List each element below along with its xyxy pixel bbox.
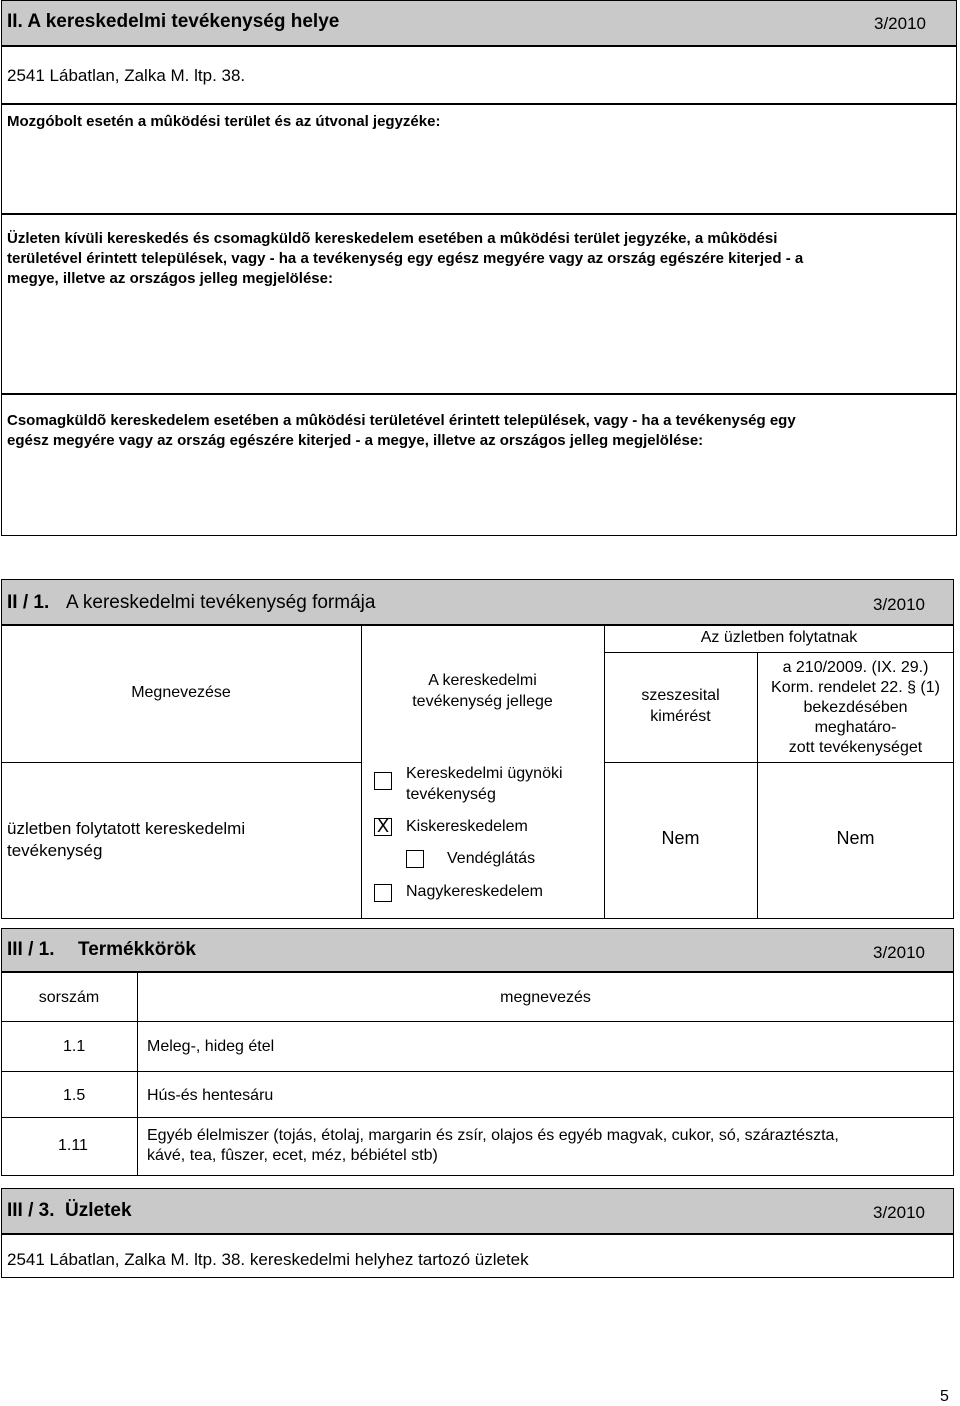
- mobile-route-label: Mozgóbolt esetén a mûködési terület és az útvonal jegyzéke:: [7, 113, 441, 130]
- col-divider: [361, 625, 362, 919]
- product-number: 1.5: [63, 1087, 86, 1104]
- row-divider: [604, 762, 954, 763]
- row-divider: [1, 762, 361, 763]
- section-header-stores: [1, 1188, 954, 1234]
- product-name-line1: Egyéb élelmiszer (tojás, étolaj, margarin és zsír, olajos és egyéb magvak, cukor, só, száraztészta,: [147, 1127, 839, 1144]
- option-retail: Kiskereskedelem: [406, 818, 528, 835]
- col-header-regulated-line5: zott tevékenységet: [788, 739, 923, 756]
- col-header-regulated-line1: a 210/2009. (IX. 29.): [782, 659, 929, 676]
- section-title-location: II. A kereskedelmi tevékenység helye: [7, 11, 340, 32]
- option-agent-line2: tevékenység: [406, 786, 496, 803]
- alcohol-value: Nem: [661, 828, 700, 848]
- checkbox-catering[interactable]: [406, 850, 424, 868]
- row-name-line1: üzletben folytatott kereskedelmi: [7, 819, 246, 838]
- col-header-store-group: Az üzletben folytatnak: [700, 629, 858, 646]
- product-number: 1.1: [63, 1038, 86, 1055]
- section-code-form: 3/2010: [873, 595, 925, 614]
- row-divider: [604, 652, 954, 653]
- option-wholesale: Nagykereskedelem: [406, 883, 543, 900]
- col-divider: [604, 625, 605, 919]
- section-code-stores: 3/2010: [873, 1203, 925, 1222]
- col-header-name: Megnevezése: [131, 684, 231, 701]
- row-divider: [1, 1021, 954, 1022]
- section-title-form: A kereskedelmi tevékenység formája: [66, 592, 376, 613]
- section-prefix-form: II / 1.: [7, 592, 50, 613]
- col-header-sequence: sorszám: [38, 989, 100, 1006]
- option-agent-line1: Kereskedelmi ügynöki: [406, 765, 563, 782]
- col-header-regulated-line3: bekezdésében: [803, 699, 908, 716]
- product-name: Hús-és hentesáru: [147, 1087, 274, 1104]
- section-code-products: 3/2010: [873, 943, 925, 962]
- checkbox-wholesale[interactable]: [374, 884, 392, 902]
- mail-order-label-line1: Csomagküldõ kereskedelem esetében a mûködési területével érintett települések, vagy - ha a tevékenység egy: [7, 412, 796, 429]
- checkbox-agent[interactable]: [374, 772, 392, 790]
- section-prefix-products: III / 1.: [7, 939, 55, 960]
- stores-text: 2541 Lábatlan, Zalka M. ltp. 38. kereskedelmi helyhez tartozó üzletek: [7, 1250, 529, 1269]
- row-divider: [1, 1071, 954, 1072]
- section-code-location: 3/2010: [874, 14, 926, 33]
- checkbox-retail[interactable]: X: [374, 818, 392, 836]
- col-header-nature-line2: tevékenység jellege: [412, 693, 553, 710]
- col-header-alcohol-line2: kimérést: [650, 708, 711, 725]
- col-header-alcohol-line1: szeszesital: [641, 687, 720, 704]
- col-header-product-name: megnevezés: [500, 989, 591, 1006]
- site-address: 2541 Lábatlan, Zalka M. ltp. 38.: [7, 66, 246, 85]
- page-number: 5: [940, 1388, 949, 1405]
- option-catering: Vendéglátás: [447, 850, 536, 867]
- product-number: 1.11: [58, 1137, 88, 1154]
- offsite-area-label-line2: területével érintett települések, vagy - ha a tevékenység egy egész megyére vagy az ország egészére kiterjed - a: [7, 250, 804, 267]
- offsite-area-label-line3: megye, illetve az országos jelleg megjelölése:: [7, 270, 333, 287]
- offsite-area-label-line1: Üzleten kívüli kereskedés és csomagküldõ kereskedelem esetében a mûködési terület jegyzéke, a mûködési: [7, 230, 778, 247]
- section-title-products: Termékkörök: [78, 939, 196, 960]
- product-name: Meleg-, hideg étel: [147, 1038, 275, 1055]
- row-divider: [1, 1117, 954, 1118]
- section-title-stores: Üzletek: [65, 1200, 132, 1221]
- col-header-regulated-line2: Korm. rendelet 22. § (1): [771, 679, 940, 696]
- col-header-nature-line1: A kereskedelmi: [428, 672, 537, 689]
- col-header-regulated-line4: meghatáro-: [814, 719, 897, 736]
- product-name-line2: kávé, tea, fûszer, ecet, méz, bébiétel stb): [147, 1147, 438, 1164]
- regulated-value: Nem: [836, 828, 875, 848]
- mail-order-label-line2: egész megyére vagy az ország egészére kiterjed - a megye, illetve az országos jelleg megjelölése:: [7, 432, 704, 449]
- row-name-line2: tevékenység: [7, 841, 103, 860]
- section-prefix-stores: III / 3.: [7, 1200, 55, 1221]
